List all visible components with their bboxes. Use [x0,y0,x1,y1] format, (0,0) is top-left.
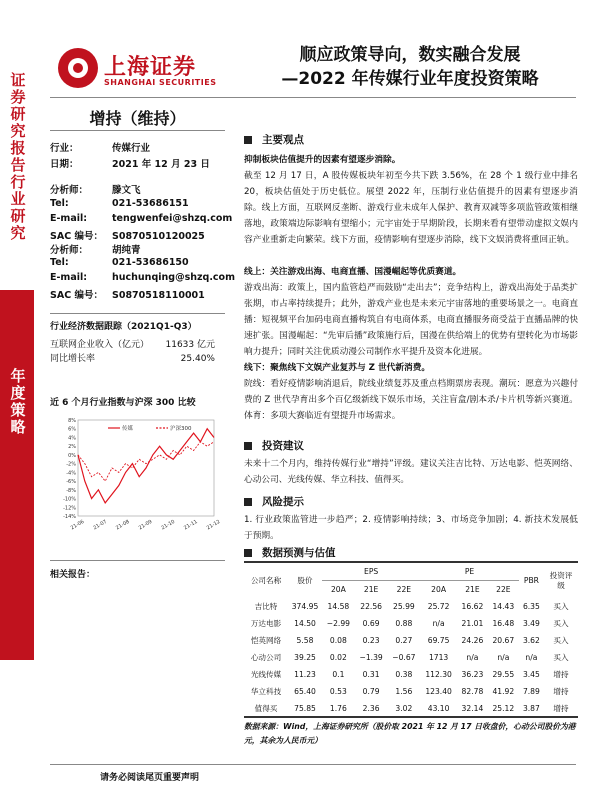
email2-row[interactable]: E-mail: huchunqing@shzq.com [50,272,235,283]
price-cell: 374.95 [291,602,319,611]
th-year: 20A [431,585,447,594]
eps-cell: 22.56 [360,602,382,611]
analyst1-row: 分析师： 滕文飞 [50,185,141,196]
rating-cell: 买入 [553,619,569,628]
forecast-table [244,563,578,717]
eps-cell: −2.99 [326,619,351,628]
related-reports-label: 相关报告： [50,570,96,580]
y-tick-label: -14% [63,514,76,520]
th-year: 22E [396,585,412,594]
header-divider [50,97,576,98]
th-year: 21E [465,585,480,594]
sac1-row: SAC 编号： S0870510120025 [50,231,205,242]
y-tick-label: 0% [68,452,76,459]
pe-cell: 69.75 [427,636,450,645]
pe-cell: 25.12 [492,704,515,713]
x-tick-label: 21-11 [183,518,199,532]
section-bullet-icon [244,498,252,506]
pe-cell: 16.48 [492,619,515,628]
eps-cell: 0.38 [395,670,413,679]
company-cell: 吉比特 [254,602,278,611]
chart-title: 近 6 个月行业指数与沪深 300 比较 [50,398,196,408]
views-sub2: 线上：关注游戏出海、电商直播、国漫崛起等优质赛道。 [244,267,462,277]
price-cell: 39.25 [294,653,316,662]
views-p3: 院线：看好疫情影响消退后，院线业绩复苏及重点档期票房表现。潮玩：愿意为兴趣付费的 Z 世代孕育出多个百亿级新线下娱乐市场，关注盲盒/剧本杀/卡片机等新兴赛道。体育：多项大赛临近有望提升市场需求。 [244,379,578,421]
company-logo [58,48,218,96]
th-company: 公司名称 [250,576,282,585]
pe-cell: 21.01 [461,619,484,628]
invest-section-title: 投资建议 [244,438,304,453]
eps-cell: −0.67 [392,653,416,662]
eps-cell: 0.31 [362,670,380,679]
pe-cell: 43.10 [427,704,450,713]
logo-cn: 上海证券 [104,55,197,80]
y-tick-label: -8% [66,487,76,494]
x-tick-label: 21-08 [115,518,131,532]
eps-cell: 0.02 [329,653,347,662]
eps-cell: −1.39 [359,653,383,662]
tracking-divider [50,313,225,314]
y-tick-label: -12% [63,505,76,512]
legend-label: 沪深300 [170,426,192,432]
views-sub3: 线下：聚焦线下文娱产业复苏与 Z 世代新消费。 [244,363,431,373]
sidebar-report-type: 证券研究报告 行业研究 [10,71,26,242]
table-source-note: 数据来源：Wind，上海证券研究所（股价取 2021 年 12 月 17 日收盘价，心动公司股价为港元，其余为人民币元） [244,722,576,745]
price-cell: 75.85 [294,704,316,713]
company-cell: 心动公司 [250,653,282,662]
footer-divider [50,764,576,765]
x-tick-label: 21-06 [69,518,86,532]
x-tick-label: 21-12 [205,518,222,532]
rating: 增持（维持） [89,109,186,128]
risk-p: 1. 行业政策监管进一步趋严；2. 疫情影响持续；3、市场竞争加剧；4. 新技术发展低于预期。 [244,515,578,541]
eps-cell: 3.02 [395,704,413,713]
industry-index-chart [50,412,222,538]
tel2-row: Tel: 021-53686150 [50,257,189,268]
rating-cell: 增持 [553,670,569,679]
pe-cell: 14.43 [492,602,515,611]
analyst2-row: 分析师： 胡纯青 [50,245,141,256]
x-tick-label: 21-09 [137,518,154,532]
sidebar-annual-strategy: 年度策略 [10,367,26,436]
pe-cell: n/a [432,619,445,628]
eps-cell: 14.58 [327,602,350,611]
price-cell: 11.23 [294,670,316,679]
pbr-cell: 3.62 [522,636,540,645]
th-year: 22E [496,585,511,594]
table-bottom-rule [244,716,578,718]
pbr-cell: 7.89 [522,687,540,696]
table-row [244,615,578,632]
table-row [244,666,578,683]
pbr-cell: 3.87 [522,704,540,713]
rating-cell: 增持 [553,687,569,696]
industry-row: 行业： 传媒行业 [50,143,151,154]
date-row: 日期： 2021 年 12 月 23 日 [50,159,210,170]
company-cell: 华立科技 [250,687,282,696]
pe-cell: 24.26 [461,636,484,645]
price-cell: 14.50 [294,619,316,628]
company-cell: 值得买 [254,704,278,713]
th-year: 21E [363,585,379,594]
forecast-section-title: 数据预测与估值 [244,545,336,560]
rating-divider [50,130,225,131]
x-tick-label: 21-07 [92,518,108,532]
eps-cell: 0.27 [395,636,413,645]
section-bullet-icon [244,136,252,144]
table-row [244,683,578,700]
eps-cell: 0.79 [362,687,380,696]
sidebar-red-band [0,290,34,660]
pe-cell: 36.23 [461,670,484,679]
report-title-line2: —2022 年传媒行业年度投资策略 [281,69,539,89]
y-tick-label: -10% [63,496,76,503]
pbr-cell: 3.45 [522,670,540,679]
eps-cell: 0.08 [329,636,347,645]
table-row [244,598,578,615]
views-p2: 游戏出海：政策上，国内监管趋严而鼓励“走出去”；竞争结构上，游戏出海处于品类扩张期，市占率持续提升；此外，游戏产业也是未来元宇宙落地的重要场景之一。电商直播：短视频平台加码电商直播构筑自有电商体系，电商直播服务商受益于直播品牌的快速扩张。国漫崛起：“先审后播”政策施行后，国漫在供给端上的优势有望转化为市场影响力提升；同时关注优质动漫公司制作水平提升及资本化进展。 [244,283,578,357]
pbr-cell: 6.35 [522,602,540,611]
tracking-title: 行业经济数据跟踪（2021Q1-Q3） [50,322,197,332]
email1-row[interactable]: E-mail: tengwenfei@shzq.com [50,213,233,224]
company-cell: 恺英网络 [250,636,282,645]
section-bullet-icon [244,549,252,557]
th-price: 股价 [297,576,313,585]
sac2-row: SAC 编号： S0870518110001 [50,290,205,301]
y-tick-label: 4% [68,435,76,442]
sidebar-top [0,0,34,290]
pe-cell: 16.62 [461,602,484,611]
pbr-cell: n/a [525,653,538,662]
pe-cell: 20.67 [492,636,515,645]
series-line-0 [78,429,214,503]
th-pe: PE [420,563,519,581]
y-tick-label: -4% [66,470,76,477]
views-section-title: 主要观点 [244,132,304,147]
pe-cell: 123.40 [425,687,452,696]
rating-cell: 买入 [553,653,569,662]
company-cell: 光线传媒 [250,670,282,679]
y-tick-label: 6% [68,426,76,433]
rating-cell: 买入 [553,602,569,611]
risk-section-title: 风险提示 [244,494,304,509]
pe-cell: 41.92 [492,687,515,696]
table-row [244,649,578,666]
pe-cell: 1713 [428,653,449,662]
table-row [244,700,578,717]
footer-disclaimer: 请务必阅读尾页重要声明 [100,773,200,783]
report-title-line1: 顺应政策导向，数实融合发展 [299,45,521,65]
company-cell: 万达电影 [250,619,282,628]
rating-cell: 买入 [553,636,569,645]
eps-cell: 0.23 [362,636,380,645]
logo-en: SHANGHAI SECURITIES [104,78,217,87]
price-cell: 65.40 [294,687,316,696]
eps-cell: 0.53 [329,687,347,696]
eps-cell: 25.99 [393,602,415,611]
y-tick-label: -2% [66,461,76,468]
pe-cell: 82.78 [461,687,484,696]
logo-emblem-icon [58,48,98,88]
y-tick-label: 8% [68,418,76,424]
y-tick-label: -6% [66,479,76,486]
eps-cell: 0.88 [395,619,413,628]
th-pbr: PBR [523,576,539,585]
price-cell: 5.58 [296,636,314,645]
invest-p: 未来十二个月内，维持传媒行业“增持”评级。建议关注吉比特、万达电影、恺英网络、心动公司、光线传媒、华立科技、值得买。 [244,459,578,485]
pe-cell: 29.55 [492,670,515,679]
tracking-row-2: 同比增长率 25.40% [50,354,215,364]
legend-label: 传媒 [122,426,134,432]
eps-cell: 1.56 [395,687,413,696]
pe-cell: n/a [466,653,479,662]
related-divider [50,560,225,561]
eps-cell: 0.1 [332,670,345,679]
pe-cell: 32.14 [461,704,484,713]
th-year: 20A [330,585,346,594]
pe-cell: 25.72 [427,602,450,611]
y-tick-label: 2% [68,444,76,451]
views-p1: 截至 12 月 17 日，A 股传媒板块年初至今共下跌 3.56%，在 28 个 1 级行业中排名 20，板块估值处于历史低位。展望 2022 年，压制行业估值提升的因素有望逐步消除。线上方面，互联网反垄断、游戏行业未成年人保护、教育双减等多项监管政策相继落地，政策端边际影响有望缩小；元宇宙处于早期阶段，长期来看有望带动虚拟文娱内容产业重新走向繁荣。线下方面，疫情影响有望逐步消除，线下文娱消费将重回正轨。 [244,171,578,245]
rating-cell: 增持 [553,704,569,713]
x-tick-label: 21-10 [160,518,176,532]
eps-cell: 1.76 [329,704,347,713]
pe-cell: 112.30 [425,670,452,679]
eps-cell: 0.69 [362,619,380,628]
tel1-row: Tel: 021-53686151 [50,198,189,209]
pe-cell: n/a [497,653,510,662]
eps-cell: 2.36 [362,704,380,713]
series-line-1 [78,442,214,481]
pbr-cell: 3.49 [522,619,540,628]
section-bullet-icon [244,442,252,450]
views-sub1: 抑制板块估值提升的因素有望逐步消除。 [244,155,401,165]
table-row [244,632,578,649]
th-rating: 投资评级 [549,570,573,590]
tracking-row-1: 互联网企业收入（亿元） 11633 亿元 [50,340,215,350]
th-eps: EPS [322,563,420,581]
